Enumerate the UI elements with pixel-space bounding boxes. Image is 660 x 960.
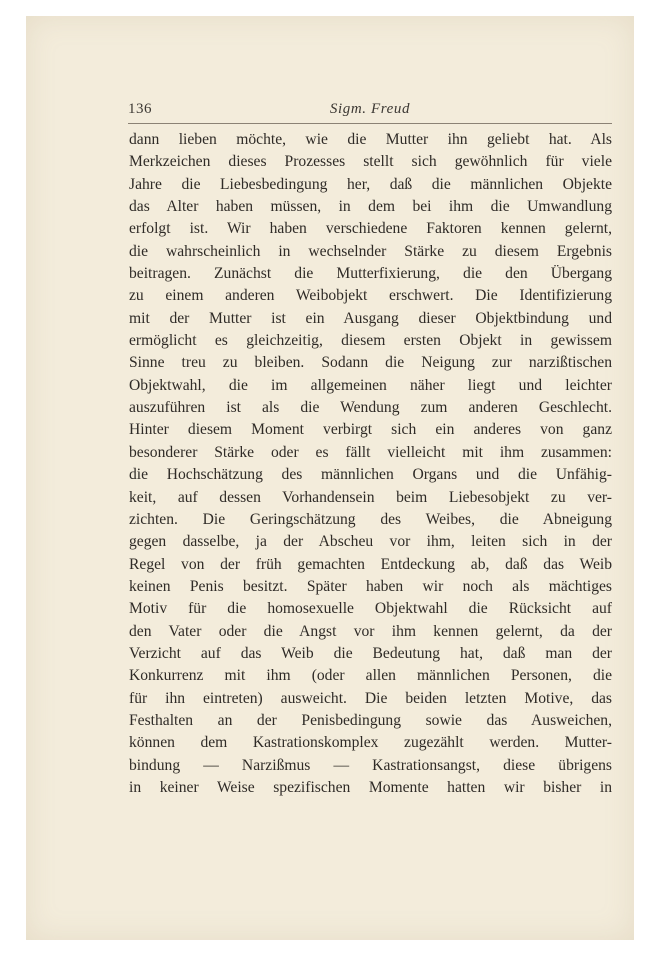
text-line: Festhalten an der Penisbedingung sowie das Ausweichen,	[129, 711, 612, 729]
text-line: bindung — Narzißmus — Kastrationsangst, diese übrigens	[129, 756, 612, 774]
text-line: erfolgt ist. Wir haben verschiedene Faktoren kennen gelernt,	[129, 220, 612, 238]
text-line: mit der Mutter ist ein Ausgang dieser Objektbindung und	[129, 309, 612, 327]
text-line: in keiner Weise spezifischen Momente hatten wir bisher in	[129, 778, 612, 796]
text-line: Regel von der früh gemachten Entdeckung ab, daß das Weib	[129, 555, 612, 573]
text-line: zichten. Die Geringschätzung des Weibes, die Abneigung	[129, 510, 612, 528]
text-line: Konkurrenz mit ihm (oder allen männlichen Personen, die	[129, 667, 612, 685]
page-number: 136	[128, 101, 152, 117]
text-line: Sinne treu zu bleiben. Sodann die Neigung zur narzißtischen	[129, 354, 612, 372]
text-line: können dem Kastrationskomplex zugezählt werden. Mutter-	[129, 734, 612, 752]
text-line: ermöglicht es gleichzeitig, diesem ersten Objekt in gewissem	[129, 332, 612, 350]
text-line: die wahrscheinlich in wechselnder Stärke zu diesem Ergebnis	[129, 242, 612, 260]
page-header	[128, 97, 612, 124]
text-line: den Vater oder die Angst vor ihm kennen gelernt, da der	[129, 622, 612, 640]
text-line: Motiv für die homosexuelle Objektwahl die Rücksicht auf	[129, 600, 612, 618]
text-line: gegen dasselbe, ja der Abscheu vor ihm, leiten sich in der	[129, 533, 612, 551]
text-line: auszuführen ist als die Wendung zum anderen Geschlecht.	[129, 399, 612, 417]
text-line: Verzicht auf das Weib die Bedeutung hat, daß man der	[129, 644, 612, 662]
text-line: Hinter diesem Moment verbirgt sich ein anderes von ganz	[129, 421, 612, 439]
text-line: die Hochschätzung des männlichen Organs und die Unfähig-	[129, 466, 612, 484]
text-line: Objektwahl, die im allgemeinen näher liegt und leichter	[129, 376, 612, 394]
text-line: Merkzeichen dieses Prozesses stellt sich gewöhnlich für viele	[129, 153, 612, 171]
text-line: zu einem anderen Weibobjekt erschwert. Die Identifizierung	[129, 287, 612, 305]
text-line: beitragen. Zunächst die Mutterfixierung, die den Übergang	[129, 265, 612, 283]
text-line: Jahre die Liebesbedingung her, daß die männlichen Objekte	[129, 175, 612, 193]
text-line: keit, auf dessen Vorhandensein beim Liebesobjekt zu ver-	[129, 488, 612, 506]
text-line: das Alter haben müssen, in dem bei ihm die Umwandlung	[129, 198, 612, 216]
text-line: keinen Penis besitzt. Später haben wir noch als mächtiges	[129, 577, 612, 595]
body-text	[129, 129, 612, 799]
running-head: Sigm. Freud	[329, 101, 411, 117]
text-line: dann lieben möchte, wie die Mutter ihn geliebt hat. Als	[129, 131, 612, 148]
text-line: besonderer Stärke oder es fällt vielleicht mit ihm zusammen:	[129, 443, 612, 461]
text-line: für ihn eintreten) ausweicht. Die beiden letzten Motive, das	[129, 689, 612, 707]
